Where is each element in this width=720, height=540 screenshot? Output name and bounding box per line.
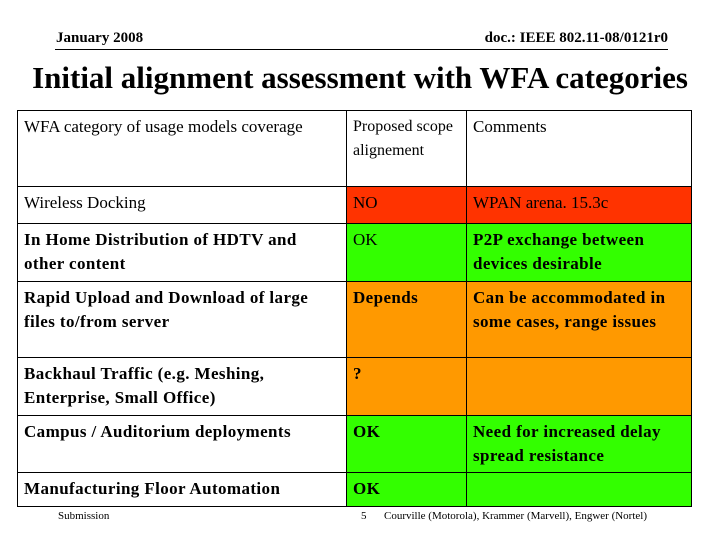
header-category: WFA category of usage models coverage [18, 111, 347, 187]
footer-page-number: 5 [361, 510, 367, 522]
table-row [18, 282, 692, 358]
row-comment: P2P exchange between devices desirable [467, 224, 692, 282]
row-category: Backhaul Traffic (e.g. Meshing, Enterprise, Small Office) [18, 358, 347, 416]
row-alignment: OK [347, 416, 467, 473]
table-row [18, 187, 692, 224]
row-category: In Home Distribution of HDTV and other content [18, 224, 347, 282]
table-row [18, 224, 692, 282]
row-category: Wireless Docking [18, 187, 347, 224]
row-category: Campus / Auditorium deployments [18, 416, 347, 473]
row-comment: Need for increased delay spread resistance [467, 416, 692, 473]
header-rule [55, 49, 668, 50]
header-alignment: Proposed scope alignement [347, 111, 467, 187]
row-comment [467, 358, 692, 416]
row-alignment: NO [347, 187, 467, 224]
slide-title: Initial alignment assessment with WFA categories [32, 60, 688, 95]
header-doc-id: doc.: IEEE 802.11-08/0121r0 [484, 30, 668, 46]
row-category: Rapid Upload and Download of large files to/from server [18, 282, 347, 358]
footer-authors: Courville (Motorola), Krammer (Marvell), Engwer (Nortel) [384, 510, 647, 522]
row-comment: WPAN arena. 15.3c [467, 187, 692, 224]
header-date: January 2008 [56, 30, 144, 46]
table-row [18, 416, 692, 473]
row-alignment: Depends [347, 282, 467, 358]
table-row [18, 358, 692, 416]
footer-submission: Submission [58, 510, 110, 522]
assessment-table [17, 110, 692, 507]
row-alignment: ? [347, 358, 467, 416]
table-header-row [18, 111, 692, 187]
row-alignment: OK [347, 473, 467, 507]
header-comments: Comments [467, 111, 692, 187]
row-category: Manufacturing Floor Automation [18, 473, 347, 507]
row-comment: Can be accommodated in some cases, range issues [467, 282, 692, 358]
row-comment [467, 473, 692, 507]
row-alignment: OK [347, 224, 467, 282]
table-row [18, 473, 692, 507]
